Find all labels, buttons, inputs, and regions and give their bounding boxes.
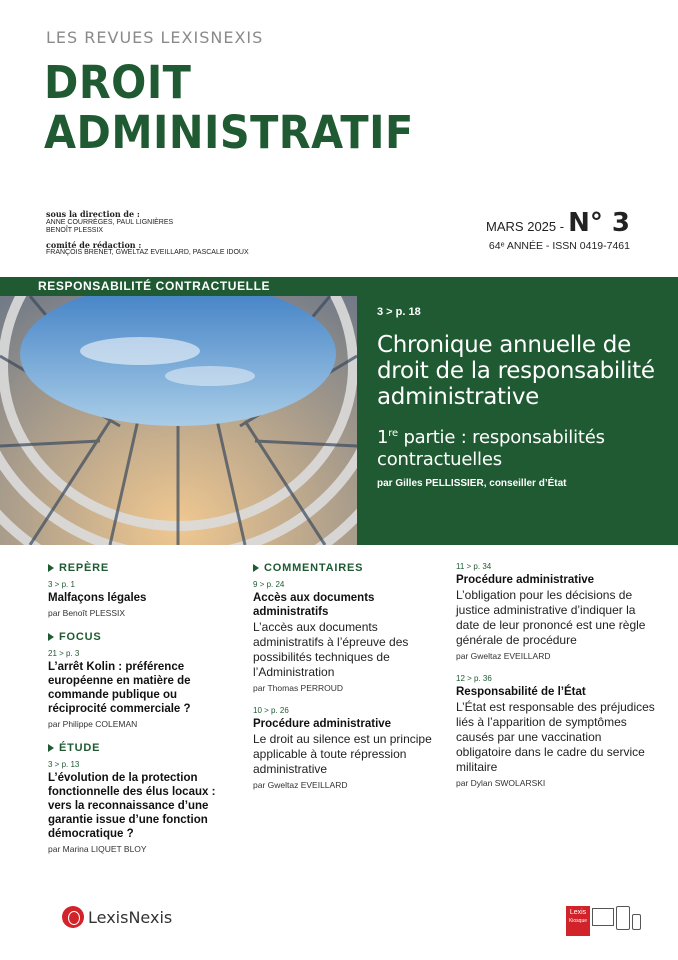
toc-item xyxy=(253,706,443,790)
article-author: par Dylan SWOLARSKI xyxy=(456,778,546,788)
article-author: par Gweltaz EVEILLARD xyxy=(253,780,348,790)
article-title: Malfaçons légales xyxy=(48,592,147,604)
article-title: L’arrêt Kolin : préférence européenne en matière de commande publique ou réciprocité commerciale ? xyxy=(48,661,191,715)
article-title: Responsabilité de l’État xyxy=(456,686,586,698)
article-summary: L’État est responsable des préjudices liés à l’apparition de symptômes causés par une vaccination obligatoire dans le cadre du service militaire xyxy=(456,700,655,774)
issue-number: N° 3 xyxy=(568,208,630,238)
feature-headline: Chronique annuelle de droit de la responsabilité administrative xyxy=(377,332,655,410)
editorial-board xyxy=(46,210,249,258)
issue-issn: 64ᵉ ANNÉE - ISSN 0419-7461 xyxy=(488,240,630,252)
article-summary: L’accès aux documents administratifs à l’épreuve des possibilités techniques de l’Administration xyxy=(253,620,409,679)
feature-page-ref: 3 > p. 18 xyxy=(377,306,421,318)
journal-title-line2: ADMINISTRATIF xyxy=(44,106,414,159)
article-title: Accès aux documents administratifs xyxy=(253,592,375,618)
feature-section-tag: RESPONSABILITÉ CONTRACTUELLE xyxy=(38,279,271,293)
committee-names: FRANÇOIS BRENET, GWELTAZ EVEILLARD, PASCALE IDOUX xyxy=(46,249,249,256)
page-ref: 10 > p. 26 xyxy=(253,706,289,715)
laptop-icon xyxy=(592,908,614,926)
rubric-etude: ÉTUDE xyxy=(48,742,238,754)
rubric-commentaires: COMMENTAIRES xyxy=(253,562,443,574)
cover-photo xyxy=(0,296,357,545)
tablet-icon xyxy=(616,906,630,930)
page-ref: 3 > p. 1 xyxy=(48,580,75,589)
publisher-logo xyxy=(62,906,172,928)
feature-subheadline: 1re partie : responsabilités contractuelles xyxy=(377,427,605,470)
page-ref: 12 > p. 36 xyxy=(456,674,492,683)
journal-title-line1: DROIT xyxy=(44,56,192,109)
kiosk-text-1: Lexis xyxy=(569,909,587,916)
toc-item-repere xyxy=(48,562,238,618)
series-label: LES REVUES LEXISNEXIS xyxy=(46,28,264,47)
direction-label: sous la direction de : xyxy=(46,209,140,219)
triangle-bullet-icon xyxy=(48,564,54,572)
rubric-focus: FOCUS xyxy=(48,631,238,643)
building-photo-illustration xyxy=(0,296,357,545)
article-author: par Benoît PLESSIX xyxy=(48,608,126,618)
kiosk-text-2: Kiosque xyxy=(568,918,588,924)
publisher-logo-text: LexisNexis xyxy=(88,907,173,927)
page-ref: 9 > p. 24 xyxy=(253,580,285,589)
article-summary: L’obligation pour les décisions de justice administrative d’indiquer la date de leur prononcé est une règle générale de procédure xyxy=(456,588,646,647)
contents-column-1 xyxy=(48,562,238,867)
phone-icon xyxy=(632,914,641,930)
contents-column-2 xyxy=(253,562,443,803)
triangle-bullet-icon xyxy=(48,633,54,641)
issue-info xyxy=(486,208,630,252)
toc-item xyxy=(456,674,656,788)
article-author: par Gweltaz EVEILLARD xyxy=(456,651,551,661)
article-title: L’évolution de la protection fonctionnelle des élus locaux : vers la reconnaissance d’une garantie issue d’une fonction démocratique ? xyxy=(48,772,216,840)
lexisnexis-logo-icon xyxy=(62,906,84,928)
toc-item xyxy=(253,580,443,693)
toc-item-etude xyxy=(48,742,238,854)
page-ref: 11 > p. 34 xyxy=(456,562,492,571)
contents-column-3 xyxy=(456,562,656,801)
article-summary: Le droit au silence est un principe applicable à toute répression administrative xyxy=(253,732,432,776)
devices-illustration xyxy=(592,906,641,930)
triangle-bullet-icon xyxy=(48,744,54,752)
feature-byline: par Gilles PELLISSIER, conseiller d’État xyxy=(377,478,567,489)
rubric-repere: REPÈRE xyxy=(48,562,238,574)
journal-title xyxy=(44,58,414,158)
kiosk-badge xyxy=(566,906,590,936)
page-ref: 21 > p. 3 xyxy=(48,649,80,658)
direction-names-2: BENOÎT PLESSIX xyxy=(46,227,104,234)
article-title: Procédure administrative xyxy=(456,574,595,586)
committee-label: comité de rédaction : xyxy=(46,239,142,250)
toc-item xyxy=(456,562,656,661)
article-title: Procédure administrative xyxy=(253,718,392,730)
page-ref: 3 > p. 13 xyxy=(48,760,80,769)
issue-date: MARS 2025 - xyxy=(486,219,565,234)
triangle-bullet-icon xyxy=(253,564,259,572)
direction-names-1: ANNE COURRÈGES, PAUL LIGNIÈRES xyxy=(46,218,174,226)
toc-item-focus xyxy=(48,631,238,729)
article-author: par Philippe COLEMAN xyxy=(48,719,138,729)
article-author: par Marina LIQUET BLOY xyxy=(48,844,147,854)
article-author: par Thomas PERROUD xyxy=(253,683,344,693)
